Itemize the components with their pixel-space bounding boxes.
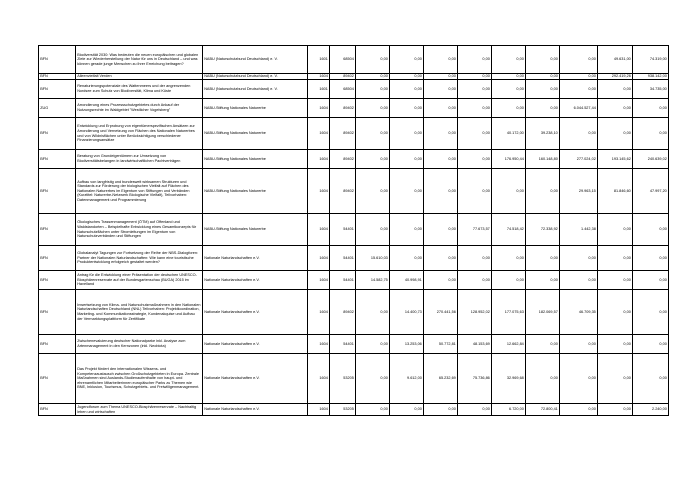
title-cell: 54401 bbox=[330, 214, 356, 246]
value-cell-3: 0,00 bbox=[424, 246, 458, 271]
value-cell-6: 0,00 bbox=[526, 246, 560, 271]
value-cell-5: 177.075,63 bbox=[492, 290, 526, 335]
value-cell-7: 0,00 bbox=[560, 335, 598, 354]
value-cell-6: 0,00 bbox=[526, 271, 560, 290]
value-cell-8: 0,00 bbox=[598, 354, 633, 404]
chapter-cell: 1604 bbox=[308, 99, 330, 118]
value-cell-6: 0,00 bbox=[526, 99, 560, 118]
unit-cell: BFN bbox=[39, 118, 76, 150]
value-cell-4: 0,00 bbox=[458, 99, 492, 118]
value-cell-7: 0,00 bbox=[560, 404, 598, 416]
value-cell-6: 0,00 bbox=[526, 80, 560, 99]
value-cell-9: 240.639,02 bbox=[633, 150, 669, 169]
unit-cell: BFN bbox=[39, 214, 76, 246]
table-row bbox=[39, 118, 669, 150]
table-row bbox=[39, 80, 669, 99]
unit-cell: BFN bbox=[39, 246, 76, 271]
value-cell-5: 0,00 bbox=[492, 271, 526, 290]
chapter-cell: 1604 bbox=[308, 354, 330, 404]
value-cell-1: 14.582,75 bbox=[356, 271, 390, 290]
value-cell-4: 77.673,57 bbox=[458, 214, 492, 246]
description-cell: Ökologisches Trassenmanagement (ÖTM) auf Offenland und Waldstandorten – Beispielhafte Entwicklung eines Gesamtkonzepts für Naturschutzflächen unter Stromleitungen im Eigentum von Naturschutzverbänden und Stiftungen bbox=[76, 214, 203, 246]
value-cell-5: 0,00 bbox=[492, 80, 526, 99]
organisation-cell: NABU-Stiftung Nationales Naturerbe bbox=[203, 214, 308, 246]
chapter-cell: 1604 bbox=[308, 150, 330, 169]
value-cell-8: 81.846,60 bbox=[598, 169, 633, 214]
spreadsheet-page bbox=[38, 45, 668, 416]
organisation-cell: Nationale Naturlandschaften e.V. bbox=[203, 404, 308, 416]
table-row bbox=[39, 290, 669, 335]
value-cell-6: 160.148,80 bbox=[526, 150, 560, 169]
value-cell-1: 0,00 bbox=[356, 99, 390, 118]
value-cell-6: 0,00 bbox=[526, 335, 560, 354]
organisation-cell: Nationale Naturlandschaften e.V. bbox=[203, 271, 308, 290]
value-cell-8: 0,00 bbox=[598, 118, 633, 150]
chapter-cell: 1604 bbox=[308, 214, 330, 246]
value-cell-7: 0,00 bbox=[560, 271, 598, 290]
organisation-cell: NABU (Naturschutzbund Deutschland) e. V. bbox=[203, 46, 308, 74]
value-cell-6: 39.238,10 bbox=[526, 118, 560, 150]
value-cell-9: 0,00 bbox=[633, 214, 669, 246]
description-cell: Inwertsetzung von Klima- und Naturschutzmaßnahmen in den Nationalen Naturlandschaften Deutschland (NNL) Teilvorhaben: Projektkoordination, Marketing- und Kommunikationsstrategie, Kundenakquise und Aufbau der Vermarktungsplattform für Zertifikate bbox=[76, 290, 203, 335]
value-cell-5: 176.950,44 bbox=[492, 150, 526, 169]
value-cell-5: 0,00 bbox=[492, 99, 526, 118]
value-cell-6: 0,00 bbox=[526, 74, 560, 80]
value-cell-2: 0,00 bbox=[390, 214, 424, 246]
chapter-cell: 1604 bbox=[308, 246, 330, 271]
value-cell-2: 40.998,91 bbox=[390, 271, 424, 290]
unit-cell: BFN bbox=[39, 74, 76, 80]
unit-cell: BFN bbox=[39, 290, 76, 335]
table-row bbox=[39, 335, 669, 354]
value-cell-2: 0,00 bbox=[390, 46, 424, 74]
title-cell: 89402 bbox=[330, 99, 356, 118]
value-cell-2: 14.400,73 bbox=[390, 290, 424, 335]
value-cell-6: 0,00 bbox=[526, 354, 560, 404]
value-cell-1: 0,00 bbox=[356, 335, 390, 354]
value-cell-5: 40.172,00 bbox=[492, 118, 526, 150]
value-cell-6: 0,00 bbox=[526, 169, 560, 214]
description-cell: Antrag für die Entwicklung einer Präsentation der deutschen UNESCO-Biosphärenreservate auf der Bundesgartenschau (BUGA) 2015 im Havelland bbox=[76, 271, 203, 290]
unit-cell: BFN bbox=[39, 46, 76, 74]
value-cell-3: 270.441,56 bbox=[424, 290, 458, 335]
value-cell-2: 0,00 bbox=[390, 169, 424, 214]
unit-cell: BFN bbox=[39, 271, 76, 290]
value-cell-7: 0,00 bbox=[560, 80, 598, 99]
chapter-cell: 1604 bbox=[308, 271, 330, 290]
description-cell: Beratung von Grundeigentümern zur Umsetzung von Biodiversitätsbelangen in landwirtschaftlichen Pachtverträgen bbox=[76, 150, 203, 169]
value-cell-2: 0,00 bbox=[390, 404, 424, 416]
description-cell: Arrondierung eines Prozessschutzgebietes durch Ankauf der Nutzungsrechte im Waldgebiet "Westlicher Vogelsberg" bbox=[76, 99, 203, 118]
value-cell-3: 0,00 bbox=[424, 118, 458, 150]
table-row bbox=[39, 46, 669, 74]
value-cell-8: 0,00 bbox=[598, 290, 633, 335]
value-cell-4: 0,00 bbox=[458, 46, 492, 74]
value-cell-7: 0,00 bbox=[560, 46, 598, 74]
value-cell-9: 0,00 bbox=[633, 118, 669, 150]
value-cell-2: 0,00 bbox=[390, 99, 424, 118]
value-cell-1: 0,00 bbox=[356, 169, 390, 214]
value-cell-4: 0,00 bbox=[458, 246, 492, 271]
value-cell-9: 0,00 bbox=[633, 246, 669, 271]
value-cell-4: 75.736,86 bbox=[458, 354, 492, 404]
chapter-cell: 1604 bbox=[308, 335, 330, 354]
value-cell-8: 193.145,62 bbox=[598, 150, 633, 169]
table-row bbox=[39, 271, 669, 290]
table-row bbox=[39, 354, 669, 404]
value-cell-9: 34.735,00 bbox=[633, 80, 669, 99]
value-cell-4: 128.952,02 bbox=[458, 290, 492, 335]
value-cell-3: 0,00 bbox=[424, 80, 458, 99]
value-cell-5: 74.518,42 bbox=[492, 214, 526, 246]
chapter-cell: 1604 bbox=[308, 169, 330, 214]
value-cell-3: 0,00 bbox=[424, 74, 458, 80]
value-cell-4: 0,00 bbox=[458, 169, 492, 214]
table-row bbox=[39, 404, 669, 416]
value-cell-9: 0,00 bbox=[633, 354, 669, 404]
value-cell-5: 0,00 bbox=[492, 46, 526, 74]
value-cell-8: 0,00 bbox=[598, 335, 633, 354]
value-cell-2: 0,00 bbox=[390, 80, 424, 99]
value-cell-9: 0,00 bbox=[633, 99, 669, 118]
value-cell-1: 0,00 bbox=[356, 118, 390, 150]
value-cell-5: 0,00 bbox=[492, 246, 526, 271]
value-cell-2: 9.612,00 bbox=[390, 354, 424, 404]
value-cell-1: 0,00 bbox=[356, 214, 390, 246]
value-cell-2: 0,00 bbox=[390, 150, 424, 169]
description-cell: Jugendforum zum Thema UNESCO-Biosphärenreservate – Nachhaltig leben und wirtschaften bbox=[76, 404, 203, 416]
description-cell: Zwischenevaluierung deutscher Nationalparke inkl. Analyse zum Artenmanagement in den Kernzonen (inkl. Neobiota) bbox=[76, 335, 203, 354]
table-row bbox=[39, 214, 669, 246]
value-cell-9: 0,00 bbox=[633, 290, 669, 335]
value-cell-2: 0,00 bbox=[390, 74, 424, 80]
organisation-cell: NABU (Naturschutzbund Deutschland) e. V. bbox=[203, 80, 308, 99]
title-cell: 68504 bbox=[330, 46, 356, 74]
value-cell-6: 0,00 bbox=[526, 46, 560, 74]
value-cell-9: 938.142,00 bbox=[633, 74, 669, 80]
organisation-cell: Nationale Naturlandschaften e.V. bbox=[203, 354, 308, 404]
title-cell: 89402 bbox=[330, 74, 356, 80]
value-cell-1: 0,00 bbox=[356, 404, 390, 416]
value-cell-2: 0,00 bbox=[390, 118, 424, 150]
value-cell-7: 0,00 bbox=[560, 354, 598, 404]
value-cell-9: 47.997,20 bbox=[633, 169, 669, 214]
value-cell-5: 0,00 bbox=[492, 169, 526, 214]
value-cell-7: 1.442,38 bbox=[560, 214, 598, 246]
value-cell-3: 0,00 bbox=[424, 99, 458, 118]
value-cell-5: 32.969,68 bbox=[492, 354, 526, 404]
value-cell-8: 0,00 bbox=[598, 214, 633, 246]
value-cell-8: 292.419,26 bbox=[598, 74, 633, 80]
organisation-cell: Nationale Naturlandschaften e.V. bbox=[203, 290, 308, 335]
value-cell-9: 0,00 bbox=[633, 271, 669, 290]
table-row bbox=[39, 150, 669, 169]
value-cell-1: 0,00 bbox=[356, 74, 390, 80]
table-row bbox=[39, 169, 669, 214]
value-cell-4: 0,00 bbox=[458, 80, 492, 99]
value-cell-4: 0,00 bbox=[458, 150, 492, 169]
funding-table bbox=[38, 45, 669, 416]
value-cell-7: 0,00 bbox=[560, 118, 598, 150]
value-cell-1: 0,00 bbox=[356, 46, 390, 74]
unit-cell: BFN bbox=[39, 404, 76, 416]
value-cell-7: 46.709,35 bbox=[560, 290, 598, 335]
value-cell-6: 72.338,92 bbox=[526, 214, 560, 246]
value-cell-7: 0,00 bbox=[560, 246, 598, 271]
value-cell-2: 13.253,06 bbox=[390, 335, 424, 354]
value-cell-2: 0,00 bbox=[390, 246, 424, 271]
unit-cell: BFN bbox=[39, 169, 76, 214]
value-cell-3: 0,00 bbox=[424, 404, 458, 416]
value-cell-9: 2.240,00 bbox=[633, 404, 669, 416]
unit-cell: BFN bbox=[39, 354, 76, 404]
value-cell-3: 65.232,69 bbox=[424, 354, 458, 404]
table-body bbox=[39, 46, 669, 416]
description-cell: Globalanalyt Tagungen zur Fortsetzung der Reihe der NBS-Dialogforen: Partner der Nationalen Naturlandschaften: Wie kann eine touristische Produktentwicklung erfolgreich gestaltet werden? bbox=[76, 246, 203, 271]
unit-cell: ZUG bbox=[39, 99, 76, 118]
description-cell: Das Projekt fördert den internationalen Wissens- und Kompetenzaustausch zwischen Großschutzgebieten in Europa. Zentrale Maßnahmen sind Auslands-Studienaufenthalte von haupt- und ehrenamtlichen Mitarbeiterinnen europäischer Parks zu Themen wie BNE, Inklusion, Tourismus, Schutzgebiets- und Freiwilligenmanagement. bbox=[76, 354, 203, 404]
title-cell: 54401 bbox=[330, 246, 356, 271]
value-cell-4: 0,00 bbox=[458, 118, 492, 150]
value-cell-4: 0,00 bbox=[458, 404, 492, 416]
chapter-cell: 1601 bbox=[308, 46, 330, 74]
value-cell-7: 29.963,15 bbox=[560, 169, 598, 214]
value-cell-1: 0,00 bbox=[356, 80, 390, 99]
value-cell-5: 12.662,84 bbox=[492, 335, 526, 354]
value-cell-3: 0,00 bbox=[424, 46, 458, 74]
value-cell-9: 74.319,00 bbox=[633, 46, 669, 74]
title-cell: 54401 bbox=[330, 335, 356, 354]
title-cell: 68504 bbox=[330, 80, 356, 99]
title-cell: 89402 bbox=[330, 150, 356, 169]
unit-cell: BFN bbox=[39, 150, 76, 169]
value-cell-3: 50.772,81 bbox=[424, 335, 458, 354]
value-cell-8: 0,00 bbox=[598, 404, 633, 416]
title-cell: 89402 bbox=[330, 118, 356, 150]
title-cell: 53205 bbox=[330, 354, 356, 404]
value-cell-7: 277.024,02 bbox=[560, 150, 598, 169]
description-cell: Biodiversität 2030: Was bedeuten die neuen europäischen und globalen Ziele zur Wiederherstellung der Natur für uns in Deutschland – und was können gerade junge Menschen zu ihrer Erreichung beitragen? bbox=[76, 46, 203, 74]
value-cell-1: 0,00 bbox=[356, 354, 390, 404]
value-cell-7: 6.044.527,44 bbox=[560, 99, 598, 118]
chapter-cell: 1604 bbox=[308, 118, 330, 150]
value-cell-3: 0,00 bbox=[424, 214, 458, 246]
unit-cell: BFN bbox=[39, 80, 76, 99]
value-cell-4: 48.153,69 bbox=[458, 335, 492, 354]
title-cell: 89402 bbox=[330, 169, 356, 214]
unit-cell: BFN bbox=[39, 335, 76, 354]
value-cell-1: 0,00 bbox=[356, 150, 390, 169]
table-row bbox=[39, 246, 669, 271]
chapter-cell: 1604 bbox=[308, 290, 330, 335]
organisation-cell: NABU (Naturschutzbund Deutschland) e. V. bbox=[203, 74, 308, 80]
title-cell: 89402 bbox=[330, 290, 356, 335]
title-cell: 53205 bbox=[330, 404, 356, 416]
value-cell-1: 15.610,03 bbox=[356, 246, 390, 271]
organisation-cell: NABU-Stiftung Nationales Naturerbe bbox=[203, 118, 308, 150]
chapter-cell: 1601 bbox=[308, 80, 330, 99]
value-cell-4: 0,00 bbox=[458, 271, 492, 290]
value-cell-3: 0,00 bbox=[424, 150, 458, 169]
value-cell-9: 0,00 bbox=[633, 335, 669, 354]
chapter-cell: 1604 bbox=[308, 404, 330, 416]
value-cell-8: 0,00 bbox=[598, 80, 633, 99]
description-cell: Aufbau von langfristig und bundesweit wirksamen Strukturen und Standards zur Förderung der biologischen Vielfalt auf Flächen des Nationalen Naturerbes im Eigentum von Stiftungen und Verbänden (Kurztitel: Naturerbe-Netzwerk Biologische Vielfalt), Teilvorhaben: Datenmanagement und Programmierung bbox=[76, 169, 203, 214]
organisation-cell: Nationale Naturlandschaften e.V. bbox=[203, 246, 308, 271]
value-cell-7: 0,00 bbox=[560, 74, 598, 80]
description-cell: Alleenvielfalt Verden bbox=[76, 74, 203, 80]
chapter-cell: 1604 bbox=[308, 74, 330, 80]
description-cell: Entwicklung und Erprobung von eigentümerspezifischen Ansätzen zur Arrondierung und Vernetzung von Flächen des Nationalen Naturerbes und von Wildnisflächen unter Berücksichtigung verschiedener Finanzierungsansätze bbox=[76, 118, 203, 150]
value-cell-5: 0,00 bbox=[492, 74, 526, 80]
value-cell-8: 0,00 bbox=[598, 271, 633, 290]
table-row bbox=[39, 99, 669, 118]
description-cell: Renaturierungspotenziale des Wattenmeers und der angrenzenden Nordsee zum Schutz von Biodiversität, Klima und Küste bbox=[76, 80, 203, 99]
value-cell-3: 0,00 bbox=[424, 271, 458, 290]
value-cell-8: 49.631,00 bbox=[598, 46, 633, 74]
title-cell: 54401 bbox=[330, 271, 356, 290]
organisation-cell: Nationale Naturlandschaften e.V. bbox=[203, 335, 308, 354]
value-cell-8: 0,00 bbox=[598, 99, 633, 118]
value-cell-1: 0,00 bbox=[356, 290, 390, 335]
value-cell-3: 0,00 bbox=[424, 169, 458, 214]
organisation-cell: NABU-Stiftung Nationales Naturerbe bbox=[203, 99, 308, 118]
value-cell-4: 0,00 bbox=[458, 74, 492, 80]
value-cell-8: 0,00 bbox=[598, 246, 633, 271]
value-cell-5: 6.720,00 bbox=[492, 404, 526, 416]
organisation-cell: NABU-Stiftung Nationales Naturerbe bbox=[203, 169, 308, 214]
value-cell-6: 182.069,57 bbox=[526, 290, 560, 335]
value-cell-6: 72.800,41 bbox=[526, 404, 560, 416]
organisation-cell: NABU-Stiftung Nationales Naturerbe bbox=[203, 150, 308, 169]
